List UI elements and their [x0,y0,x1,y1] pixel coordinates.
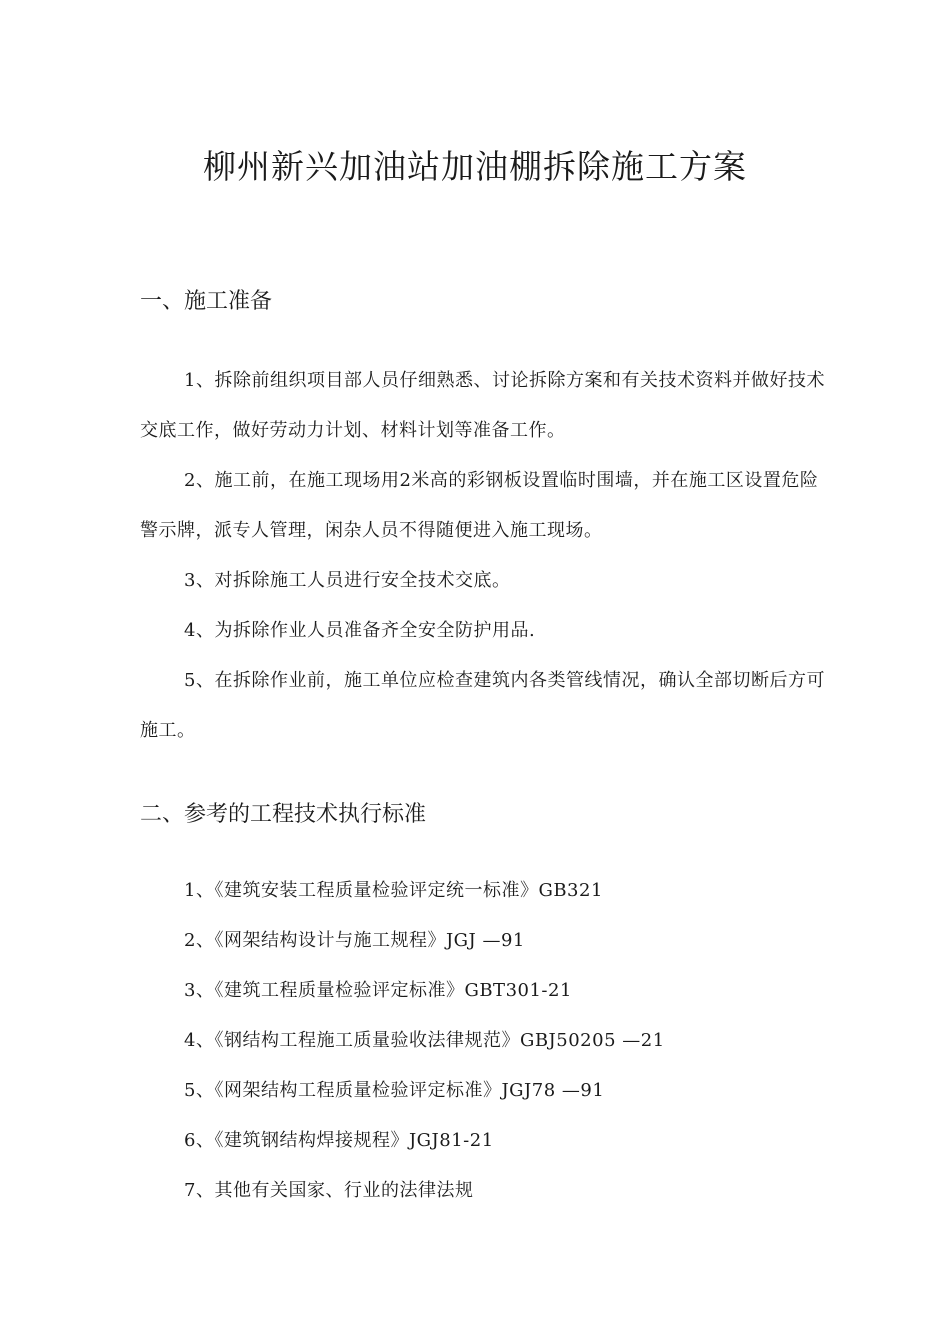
standard-list-item: 2、《网架结构设计与施工规程》JGJ —91 [184,930,525,951]
paragraph-item: 1、拆除前组织项目部人员仔细熟悉、讨论拆除方案和有关技术资料并做好技术交底工作，做好劳动力计划、材料计划等准备工作。 [140,370,825,441]
document-title: 柳州新兴加油站加油棚拆除施工方案 [203,147,747,186]
standard-list-item: 3、《建筑工程质量检验评定标准》GBT301-21 [184,980,572,1001]
standard-list-item: 4、《钢结构工程施工质量验收法律规范》GBJ50205 —21 [184,1030,665,1051]
paragraph-item: 3、对拆除施工人员进行安全技术交底。 [184,570,511,591]
paragraph-item: 5、在拆除作业前，施工单位应检查建筑内各类管线情况，确认全部切断后方可施工。 [140,670,825,741]
standard-list-item: 6、《建筑钢结构焊接规程》JGJ81-21 [184,1130,494,1151]
standard-list-item: 5、《网架结构工程质量检验评定标准》JGJ78 —91 [184,1080,605,1101]
paragraph-item: 4、为拆除作业人员准备齐全安全防护用品. [184,620,536,641]
paragraph-item: 2、施工前，在施工现场用2米高的彩钢板设置临时围墙，并在施工区设置危险警示牌，派专人管理，闲杂人员不得随便进入施工现场。 [140,470,819,541]
standard-list-item: 1、《建筑安装工程质量检验评定统一标准》GB321 [184,880,603,901]
standard-list-item: 7、其他有关国家、行业的法律法规 [184,1180,474,1201]
section-heading-construction-preparation: 一、施工准备 [140,289,273,314]
section-heading-reference-standards: 二、参考的工程技术执行标准 [140,802,427,827]
